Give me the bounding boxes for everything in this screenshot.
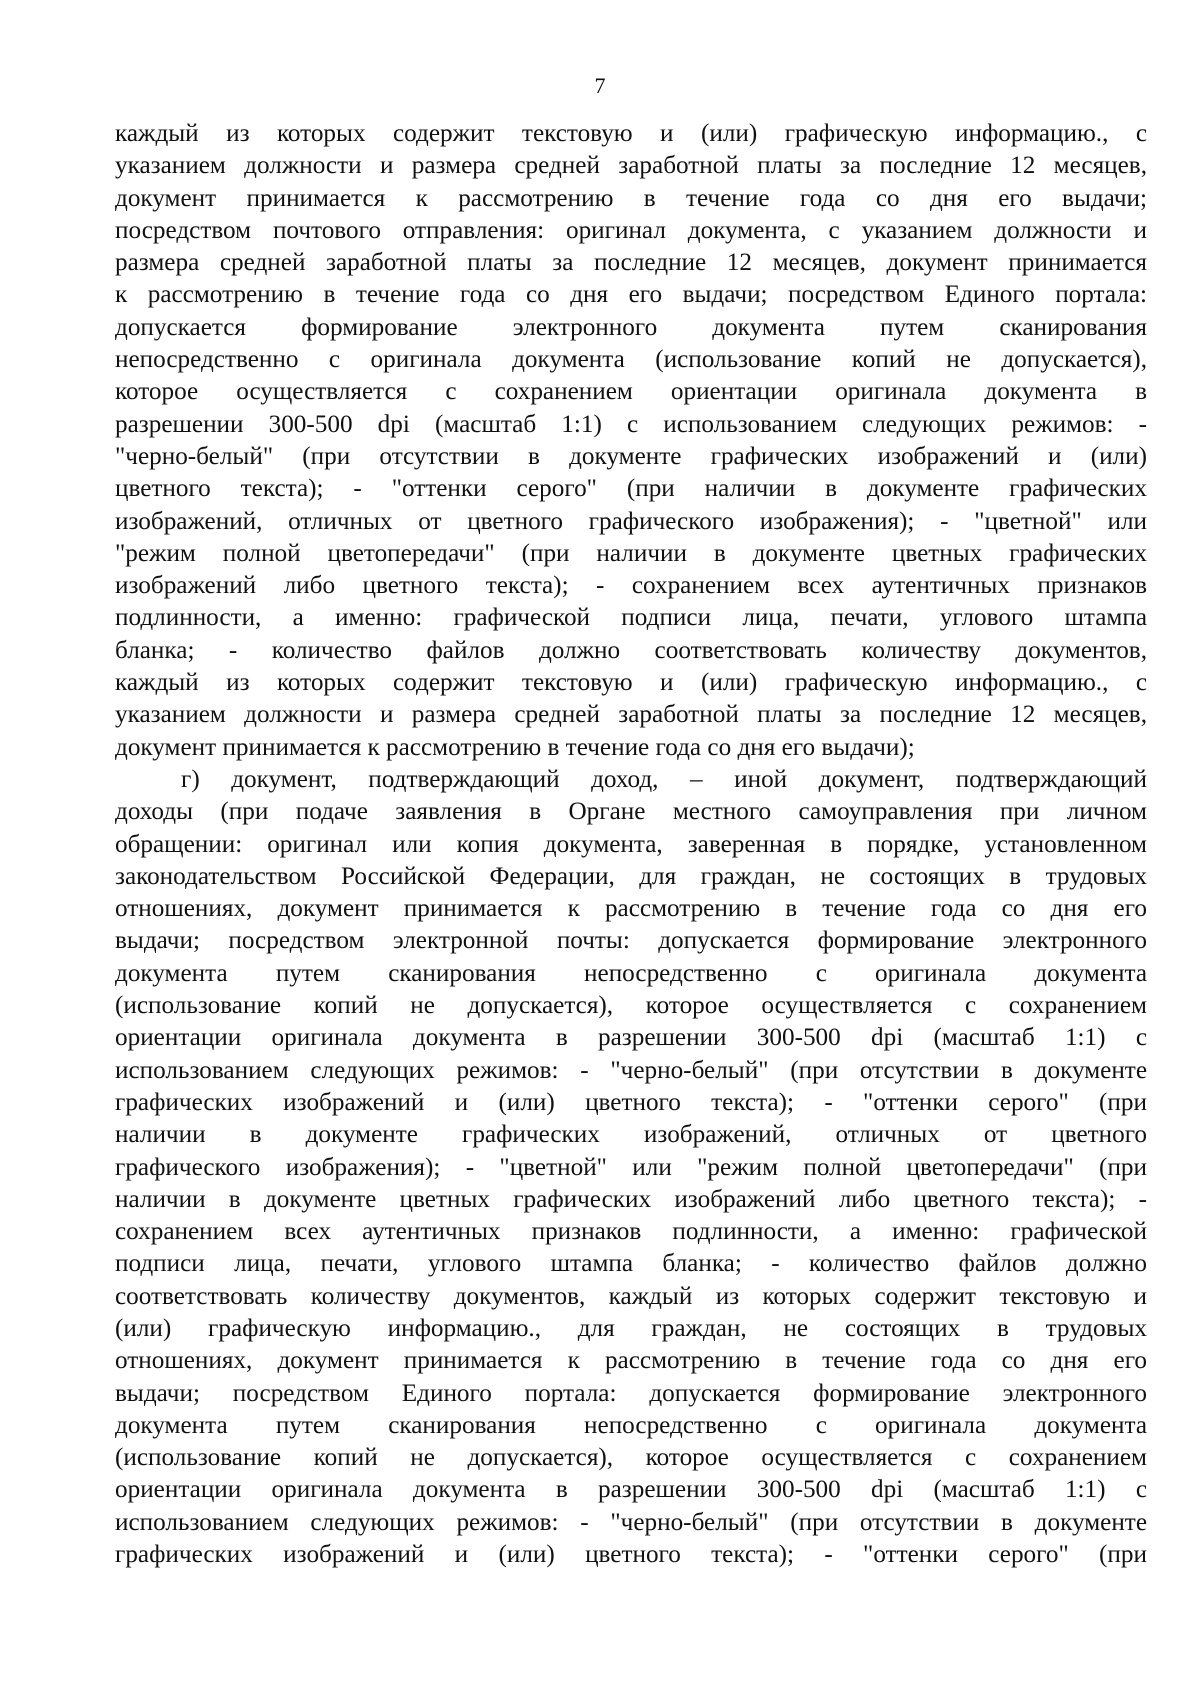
body-text (115, 118, 1147, 1571)
text-line: изображений либо цветного текста); - сохранением всех аутентичных признаков (115, 572, 1147, 600)
text-line: допускается формирование электронного документа путем сканирования (115, 313, 1147, 341)
text-line: ориентации оригинала документа в разрешении 300-500 dpi (масштаб 1:1) с (115, 1476, 1147, 1504)
text-line: выдачи; посредством электронной почты: допускается формирование электронного (115, 927, 1147, 955)
text-line: бланка; - количество файлов должно соответствовать количеству документов, (115, 636, 1147, 664)
text-line: разрешении 300-500 dpi (масштаб 1:1) с использованием следующих режимов: - (115, 410, 1147, 438)
text-line: к рассмотрению в течение года со дня его выдачи; посредством Единого портала: (115, 281, 1147, 309)
text-line: использованием следующих режимов: - "черно-белый" (при отсутствии в документе (115, 1056, 1147, 1084)
text-line: документа путем сканирования непосредственно с оригинала документа (115, 959, 1147, 987)
text-line: документ принимается к рассмотрению в течение года со дня его выдачи; (115, 184, 1147, 212)
text-line: отношениях, документ принимается к рассмотрению в течение года со дня его (115, 895, 1147, 923)
text-line: доходы (при подаче заявления в Органе местного самоуправления при личном (115, 798, 1147, 826)
text-line: подлинности, а именно: графической подписи лица, печати, углового штампа (115, 604, 1147, 632)
text-line: указанием должности и размера средней заработной платы за последние 12 месяцев, (115, 152, 1147, 180)
text-line: которое осуществляется с сохранением ориентации оригинала документа в (115, 378, 1147, 406)
text-line: указанием должности и размера средней заработной платы за последние 12 месяцев, (115, 701, 1147, 729)
text-line: выдачи; посредством Единого портала: допускается формирование электронного (115, 1379, 1147, 1407)
text-line: сохранением всех аутентичных признаков подлинности, а именно: графической (115, 1218, 1147, 1246)
text-line: (использование копий не допускается), которое осуществляется с сохранением (115, 992, 1147, 1020)
text-line: документа путем сканирования непосредственно с оригинала документа (115, 1411, 1147, 1439)
text-line: соответствовать количеству документов, каждый из которых содержит текстовую и (115, 1282, 1147, 1310)
text-line: ориентации оригинала документа в разрешении 300-500 dpi (масштаб 1:1) с (115, 1024, 1147, 1052)
text-line: использованием следующих режимов: - "черно-белый" (при отсутствии в документе (115, 1508, 1147, 1536)
page-number: 7 (594, 73, 606, 98)
text-line: отношениях, документ принимается к рассмотрению в течение года со дня его (115, 1347, 1147, 1375)
text-line: "режим полной цветопередачи" (при наличии в документе цветных графических (115, 539, 1147, 567)
text-line: (использование копий не допускается), которое осуществляется с сохранением (115, 1444, 1147, 1472)
text-line: подписи лица, печати, углового штампа бланка; - количество файлов должно (115, 1250, 1147, 1278)
text-line: цветного текста); - "оттенки серого" (при наличии в документе графических (115, 475, 1147, 503)
text-line: непосредственно с оригинала документа (использование копий не допускается), (115, 346, 1147, 374)
text-line: обращении: оригинал или копия документа, заверенная в порядке, установленном (115, 830, 1147, 858)
text-line: посредством почтового отправления: оригинал документа, с указанием должности и (115, 216, 1147, 244)
text-line: каждый из которых содержит текстовую и (или) графическую информацию., с (115, 669, 1147, 697)
text-line: "черно-белый" (при отсутствии в документе графических изображений и (или) (115, 442, 1147, 470)
text-line: размера средней заработной платы за последние 12 месяцев, документ принимается (115, 249, 1147, 277)
text-line: документ принимается к рассмотрению в течение года со дня его выдачи); (115, 733, 915, 761)
text-line: графических изображений и (или) цветного текста); - "оттенки серого" (при (115, 1088, 1147, 1116)
text-line: (или) графическую информацию., для граждан, не состоящих в трудовых (115, 1314, 1147, 1342)
text-line: наличии в документе цветных графических изображений либо цветного текста); - (115, 1185, 1147, 1213)
text-line: графического изображения); - "цветной" или "режим полной цветопередачи" (при (115, 1153, 1147, 1181)
paragraph-g-first-line: г) документ, подтверждающий доход, – иной документ, подтверждающий (181, 765, 1147, 793)
text-line: законодательством Российской Федерации, для граждан, не состоящих в трудовых (115, 862, 1147, 890)
text-line: изображений, отличных от цветного графического изображения); - "цветной" или (115, 507, 1147, 535)
text-line: каждый из которых содержит текстовую и (или) графическую информацию., с (115, 120, 1147, 147)
text-line: графических изображений и (или) цветного текста); - "оттенки серого" (при (115, 1541, 1147, 1569)
text-line: наличии в документе графических изображений, отличных от цветного (115, 1121, 1147, 1149)
